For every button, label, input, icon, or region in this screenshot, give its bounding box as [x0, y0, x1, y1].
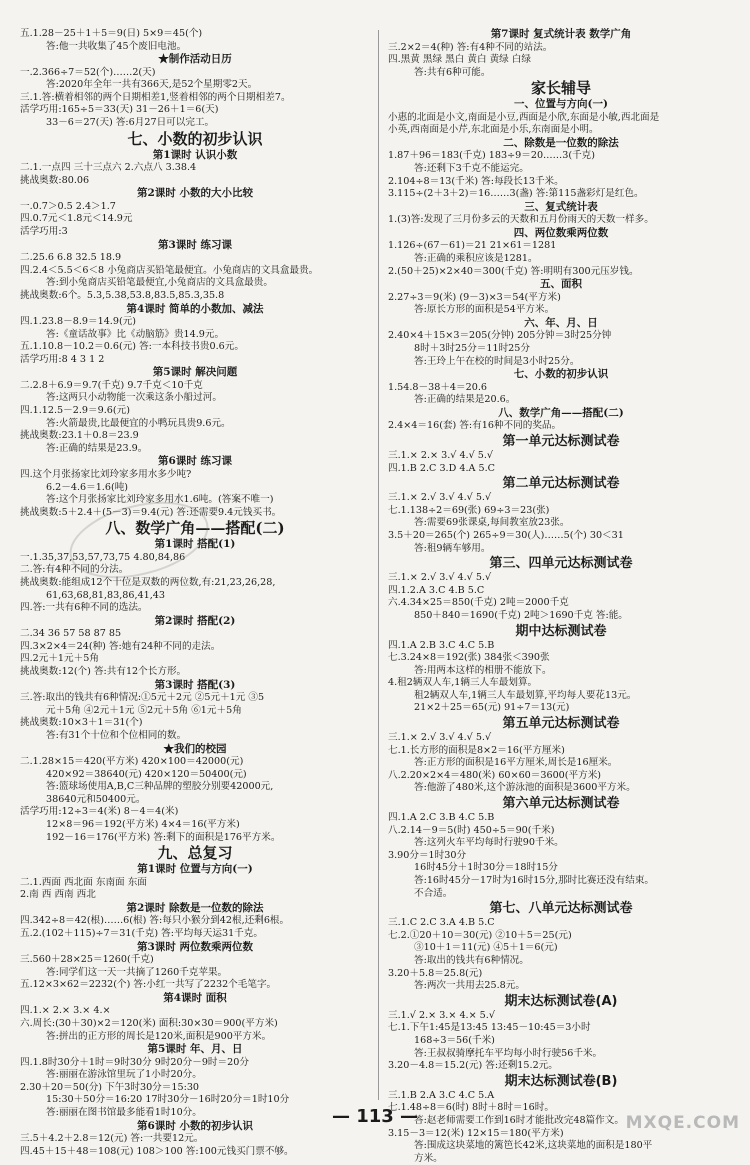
right-answer-line: 三.1.B 2.A 3.C 4.C 5.A [388, 1089, 495, 1101]
left-section-heading: 第1课时 位置与方向(一) [137, 863, 253, 876]
left-section-heading: 第1课时 认识小数 [152, 148, 238, 161]
right-answer-line: 三.1.× 2.√ 3.√ 4.√ 5.√ [388, 732, 492, 744]
right-answer-line: 答:用两本这样的相册不能放下。 [414, 664, 552, 676]
right-answer-line: 答:他游了480米,这个游泳池的面积是3600平方米。 [414, 782, 636, 794]
left-section-heading: 第4课时 简单的小数加、减法 [126, 302, 264, 315]
left-answer-line: 答:有31个十位和个位相同的数。 [46, 729, 187, 741]
left-answer-line: 四.1.23.8－8.9＝14.9(元) [20, 316, 137, 327]
left-answer-line: 420×92＝38640(元) 420×120＝50400(元) [46, 768, 247, 780]
right-section-heading: 八、数学广角——搭配(二) [498, 406, 624, 419]
left-answer-line: 五.1.28－25＋1＋5＝9(日) 5×9＝45(个) [20, 28, 203, 39]
right-section-heading: 第五单元达标测试卷 [502, 716, 620, 732]
right-answer-line: 三.1.√ 2.× 3.× 4.× 5.√ [388, 1009, 495, 1021]
right-answer-line: 答:赵老师需要工作到16时才能批改完48篇作文。 [414, 1114, 624, 1126]
right-answer-line: 三.1.C 2.C 3.A 4.B 5.C [388, 917, 495, 929]
right-answer-line: 2.(50＋25)×2×40＝300(千克) 答:明明有300元压岁钱。 [388, 265, 639, 277]
left-answer-line: 四.这个月张扬家比刘玲家多用水多少吨? [20, 468, 192, 480]
right-answer-line: 3.20＋5.8＝25.8(元) [388, 967, 483, 979]
left-answer-line: 活学巧用:165÷5＝33(天) 31－26＋1＝6(天) [20, 104, 219, 116]
left-section-heading: 九、总复习 [157, 844, 233, 863]
left-section-heading: ★我们的校园 [163, 742, 227, 755]
left-answer-line: 四.3×2×4＝24(种) 答:她有24种不同的走法。 [20, 640, 221, 652]
right-answer-line: 七.3.24×8＝192(张) 384张＜390张 [388, 652, 550, 664]
left-section-heading: 第6课时 小数的初步认识 [137, 1119, 253, 1132]
left-answer-line: 二.34 36 57 58 87 85 [20, 628, 122, 640]
left-answer-line: 六.周长:(30＋30)×2＝120(米) 面积:30×30＝900(平方米) [20, 1017, 278, 1029]
right-answer-line: 答:共有6种可能。 [414, 66, 491, 78]
right-answer-line: 七.1.48÷8＝6(时) 8时＋8时＝16时。 [388, 1102, 554, 1114]
right-answer-line: 八.2.20×2×4＝480(米) 60×60＝3600(平方米) [388, 769, 602, 781]
left-answer-line: 12×8＝96＝192(平方米) 4×4＝16(平方米) [46, 819, 240, 830]
column-divider [378, 30, 379, 1100]
right-section-heading: 一、位置与方向(一) [514, 98, 608, 111]
right-answer-line: 3.20－4.8＝15.2(元) 答:还剩15.2元。 [388, 1060, 558, 1072]
left-answer-line: 挑战奥数:12(个) 答:共有12个长方形。 [20, 666, 187, 678]
right-section-heading: 三、复式统计表 [524, 200, 598, 213]
right-answer-line: 3.90分＝1时30分 [388, 849, 467, 861]
left-answer-line: 答:拼出的正方形的周长是120米,面积是900平方米。 [46, 1030, 272, 1042]
left-answer-line: 活学巧用:12÷3＝4(米) 8－4＝4(米) [20, 806, 179, 818]
right-answer-line: ③10＋1＝11(元) ④5＋1＝6(元) [414, 942, 558, 954]
left-section-heading: 第4课时 面积 [163, 991, 227, 1004]
left-answer-line: 挑战奥数:能组成12个十位是双数的两位数,有:21,23,26,28, [20, 577, 276, 588]
left-answer-line: 答:丽丽在图书馆最多能看1时10分。 [46, 1107, 202, 1118]
left-answer-line: 答:这两只小动物能一次乘这条小船过河。 [46, 392, 222, 404]
right-answer-line: 答:原长方形的面积是54平方米。 [414, 304, 555, 316]
right-answer-line: 三.1.× 2.× 3.√ 4.√ 5.√ [388, 449, 494, 461]
left-answer-line: 6.2－4.6＝1.6(吨) [46, 481, 129, 493]
left-answer-line: 二.答:有4种不同的分法。 [20, 564, 129, 576]
right-section-heading: 五、面积 [540, 278, 582, 291]
right-answer-line: 3.115÷(2＋3＋2)＝16……3(盏) 答:第115盏彩灯是红色。 [388, 188, 644, 200]
right-answer-line: 租2辆双人车,1辆三人车最划算,平均每人要花13元。 [414, 689, 637, 701]
right-answer-line: 小惠的北面是小文,南面是小豆,西面是小欣,东面是小敏,西北面是 [388, 111, 660, 123]
left-section-heading: 第3课时 搭配(3) [154, 678, 236, 691]
right-section-heading: 第7课时 复式统计表 数学广角 [490, 28, 632, 40]
left-answer-line: 四.1.8时30分＋1时＝9时30分 9时20分－9时＝20分 [20, 1056, 249, 1068]
left-answer-line: 四.1.12.5－2.9＝9.6(元) [20, 405, 130, 417]
right-answer-line: 1.(3)答:发现了三月份多云的天数和五月份雨天的天数一样多。 [388, 214, 654, 226]
right-answer-line: 四.1.A 2.C 3.B 4.C 5.B [388, 812, 495, 824]
right-answer-line: 七.1.长方形的面积是8×2＝16(平方厘米) [388, 744, 565, 756]
right-section-heading: 第六单元达标测试卷 [502, 796, 620, 812]
right-answer-line: 答:围成这块菜地的篱笆长42米,这块菜地的面积是180平 [414, 1140, 653, 1152]
left-answer-line: 2.30＋20＝50(分) 下午3时30分＝15:30 [20, 1081, 200, 1093]
left-answer-line: 33－6＝27(天) 答:6月27日可以完工。 [46, 117, 215, 129]
right-answer-line: 三.1.× 2.√ 3.√ 4.√ 5.√ [388, 572, 492, 584]
right-answer-line: 850＋840＝1690(千克) 2吨＞1690千克 答:能。 [414, 609, 628, 621]
right-answer-line: 四.1.B 2.C 3.D 4.A 5.C [388, 462, 495, 474]
right-answer-line: 168÷3＝56(千米) [414, 1034, 495, 1046]
right-answer-line: 四.1.A 2.B 3.C 4.C 5.B [388, 639, 495, 651]
left-section-heading: 第3课时 两位数乘两位数 [137, 940, 253, 953]
right-answer-line: 七.2.①20＋10＝30(元) ②10＋5＝25(元) [388, 929, 572, 941]
left-section-heading: 第3课时 练习课 [158, 238, 232, 251]
left-answer-line: 答:2020年全年一共有366天,是52个星期零2天。 [46, 79, 258, 91]
left-answer-line: 15:30＋50分＝16:20 17时30分－16时20分＝1时10分 [46, 1094, 290, 1106]
left-answer-line: 答:篮球场使用A,B,C三种品牌的塑胶分别要42000元, [46, 781, 274, 793]
right-answer-line: 答:这列火车平均每时行驶90千米。 [414, 837, 564, 849]
left-answer-line: 答:同学们这一天一共摘了1260千克苹果。 [46, 966, 228, 978]
left-answer-line: 192－16＝176(平方米) 答:剩下的面积是176平方米。 [46, 831, 281, 843]
right-section-heading: 第二单元达标测试卷 [502, 476, 620, 492]
left-answer-line: 四.45＋15＋48＝108(元) 108＞100 答:100元钱买门票不够。 [20, 1145, 294, 1157]
right-answer-line: 1.54.8－38＋4＝20.6 [388, 381, 487, 393]
right-answer-line: 2.40×4＋15×3＝205(分钟) 205分钟＝3时25分钟 [388, 330, 612, 342]
left-answer-line: 答:《童话故事》比《动脑筋》贵14.9元。 [46, 328, 225, 340]
right-answer-line: 答:王叔叔骑摩托车平均每小时行驶56千米。 [414, 1047, 603, 1059]
left-answer-line: 活学巧用:8 4 3 1 2 [20, 353, 105, 365]
right-answer-line: 答:租9辆车够用。 [414, 542, 491, 554]
right-answer-line: 七.1.下午1:45是13:45 13:45－10:45＝3小时 [388, 1022, 591, 1034]
left-section-heading: 七、小数的初步认识 [127, 129, 263, 148]
right-answer-line: 七.1.138÷2＝69(张) 69÷3＝23(张) [388, 504, 550, 516]
left-answer-line: 一.0.7＞0.5 2.4＞1.7 [20, 200, 116, 212]
right-answer-line: 四.1.2.A 3.C 4.B 5.C [388, 584, 485, 596]
right-section-heading: 家长辅导 [530, 79, 591, 98]
left-section-heading: 第1课时 搭配(1) [154, 538, 236, 551]
left-answer-line: 2.南 西 西南 西北 [20, 889, 96, 901]
right-answer-line: 3.5＋20＝265(个) 265÷9＝30(人)……5(个) 30＜31 [388, 529, 624, 541]
right-answer-line: 不合适。 [414, 887, 453, 899]
right-answer-line: 答:正确的结果是20.6。 [414, 394, 516, 406]
right-answer-line: 2.27÷3＝9(米) (9－3)×3＝54(平方米) [388, 291, 561, 303]
left-answer-line: 三.5＋4.2＋2.8＝12(元) 答:一共要12元。 [20, 1133, 204, 1145]
page-number: — 113 — [331, 1106, 419, 1127]
left-answer-line: 四.1.× 2.× 3.× 4.× [20, 1005, 111, 1017]
left-answer-line: 三.答:取出的钱共有6种情况:①5元＋2元 ②5元＋1元 ③5 [20, 692, 265, 704]
right-answer-line: 答:两次一共用去25.8元。 [414, 980, 525, 992]
right-answer-line: 4.租2辆双人车,1辆三人车最划算。 [388, 677, 538, 689]
left-answer-line: 二.2.8＋6.9＝9.7(千克) 9.7千克＜10千克 [20, 379, 203, 391]
right-section-heading: 第七、八单元达标测试卷 [489, 901, 633, 917]
right-answer-line: 16时45分＋1时30分＝18时15分 [414, 862, 558, 874]
right-section-heading: 期末达标测试卷(B) [504, 1073, 618, 1089]
right-section-heading: 第三、四单元达标测试卷 [489, 556, 633, 572]
left-answer-line: 二.1.西面 西北面 东南面 东面 [20, 876, 147, 888]
left-answer-line: 挑战奥数:5＋2.4＋(5－3)＝9.4(元) 答:还需要9.4元钱买书。 [20, 506, 282, 518]
left-answer-line: 挑战奥数:23.1＋0.8＝23.9 [20, 430, 139, 442]
left-answer-line: 二.1.28×15＝420(平方米) 420×100＝42000(元) [20, 756, 244, 768]
left-answer-line: 一.2.366÷7＝52(个)……2(天) [20, 66, 156, 78]
right-answer-line: 小英,西南面是小芹,东北面是小乐,东南面是小明。 [388, 124, 599, 136]
right-answer-line: 8时＋3时25分＝11时25分 [414, 343, 530, 354]
left-answer-line: 四.答:一共有6种不同的选法。 [20, 602, 148, 614]
left-answer-line: 三.1.答:横着相邻的两个日期相差1,竖着相邻的两个日期相差7。 [20, 91, 291, 103]
left-section-heading: 第2课时 小数的大小比较 [137, 187, 253, 200]
left-answer-line: 答:火箭最贵,比最便宜的小鸭玩具贵9.6元。 [46, 417, 231, 429]
left-answer-line: 答:到小兔商店买铅笔最便宜,小兔商店的文具盒最贵。 [46, 277, 273, 289]
right-section-heading: 六、年、月、日 [524, 316, 598, 329]
left-answer-line: 答:这个月张扬家比刘玲家多用水1.6吨。(答案不唯一) [46, 494, 274, 506]
right-answer-line: 三.1.× 2.√ 3.√ 4.√ 5.√ [388, 492, 492, 504]
right-answer-line: 三.2×2＝4(种) 答:有4种不同的站法。 [388, 41, 553, 53]
right-answer-line: 八.2.14－9＝5(时) 450÷5＝90(千米) [388, 824, 555, 836]
left-answer-line: 挑战奥数:6个。5.3,5.38,53.8,83.5,85.3,35.8 [20, 289, 225, 301]
left-section-heading: 第5课时 年、月、日 [147, 1043, 243, 1056]
left-answer-line: 挑战奥数:10×3＋1＝31(个) [20, 717, 143, 729]
left-answer-line: 四.2.4＜5.5＜6＜8 小兔商店买铅笔最便宜。小兔商店的文具盒最贵。 [20, 264, 319, 276]
right-answer-line: 答:16时45分－17时为16时15分,那时比赛还没有结束。 [414, 875, 655, 886]
right-section-heading: 二、除数是一位数的除法 [503, 136, 619, 149]
left-answer-line: 三.560＋28×25＝1260(千克) [20, 954, 154, 966]
right-section-heading: 期末达标测试卷(A) [504, 993, 618, 1009]
left-section-heading: 第2课时 除数是一位数的除法 [126, 901, 264, 914]
left-answer-line: 元＋5角 ④2元＋1元 ⑤2元＋5角 ⑥1元＋5角 [46, 704, 242, 716]
right-answer-line: 方米。 [414, 1152, 443, 1164]
left-answer-line: 答:他一共收集了45个废旧电池。 [46, 40, 187, 52]
left-section-heading: 第5课时 解决问题 [152, 366, 238, 379]
right-section-heading: 四、两位数乘两位数 [513, 226, 609, 239]
right-answer-line: 答:正方形的面积是16平方厘米,周长是16厘米。 [414, 757, 618, 769]
right-answer-line: 3.15－3＝12(米) 12×15＝180(平方米) [388, 1127, 564, 1139]
left-section-heading: 第2课时 搭配(2) [154, 614, 236, 627]
right-section-heading: 第一单元达标测试卷 [502, 433, 620, 449]
left-answer-line: 四.342÷8＝42(根)……6(根) 答:每只小猴分到42根,还剩6根。 [20, 915, 290, 927]
right-answer-line: 答:王玲上午在校的时间是3小时25分。 [414, 355, 580, 367]
right-answer-line: 21×2＋25＝65(元) 91÷7＝13(元) [414, 702, 570, 714]
left-answer-line: 五.12×3×62＝2232(个) 答:小红一共写了2232个毛笔字。 [20, 979, 277, 991]
left-answer-line: 答:正确的结果是23.9。 [46, 442, 148, 454]
watermark-url: MXQE.COM [625, 1113, 740, 1133]
right-answer-line: 四.黑黄 黑绿 黑白 黄白 黄绿 白绿 [388, 54, 532, 66]
left-answer-line: 二.25.6 6.8 32.5 18.9 [20, 252, 122, 264]
left-answer-line: 一.1.35,37,53,57,73,75 4.80,84,86 [20, 551, 186, 563]
left-section-heading: ★制作活动日历 [158, 53, 232, 66]
right-answer-line: 1.126÷(67－61)＝21 21×61＝1281 [388, 240, 557, 252]
right-answer-line: 答:取出的钱共有6种情况。 [414, 954, 529, 966]
right-answer-line: 答:正确的乘积应该是1281。 [414, 253, 538, 265]
right-answer-line: 答:还剩下3千克不能运完。 [414, 163, 529, 175]
right-section-heading: 七、小数的初步认识 [513, 368, 609, 381]
right-answer-line: 1.87＋96＝183(千克) 183÷9＝20……3(千克) [388, 150, 596, 162]
right-section-heading: 期中达标测试卷 [515, 623, 607, 639]
left-answer-line: 四.2元＋1元＋5角 [20, 653, 99, 665]
left-answer-line: 38640元和50400元。 [46, 793, 146, 805]
left-answer-line: 挑战奥数:80.06 [20, 174, 90, 186]
right-answer-line: 六.4.34×25＝850(千克) 2吨＝2000千克 [388, 597, 569, 609]
left-answer-line: 四.0.7元＜1.8元＜14.9元 [20, 213, 133, 225]
left-answer-line: 答:丽丽在游泳馆里玩了1小时20分。 [46, 1069, 202, 1081]
left-answer-line: 61,63,68,81,83,86,41,43 [46, 589, 166, 601]
left-section-heading: 第6课时 练习课 [158, 455, 232, 468]
left-answer-line: 五.2.(102＋115)÷7＝31(千克) 答:平均每天运31千克。 [20, 927, 263, 939]
right-answer-line: 2.4×4＝16(套) 答:有16种不同的奖品。 [388, 420, 562, 432]
left-answer-line: 五.1.10.8－10.2＝0.6(元) 答:一本科技书贵0.6元。 [20, 341, 244, 353]
left-answer-line: 二.1.一点四 三十三点六 2.六点八 3.38.4 [20, 162, 197, 174]
left-section-heading: 八、数学广角——搭配(二) [105, 519, 285, 538]
right-answer-line: 2.104÷8＝13(千米) 答:每段长13千米。 [388, 175, 564, 187]
right-answer-line: 答:需要69张课桌,每间教室放23张。 [414, 517, 570, 529]
left-answer-line: 活学巧用:3 [20, 226, 68, 238]
faded-stamp-watermark [64, 500, 214, 580]
